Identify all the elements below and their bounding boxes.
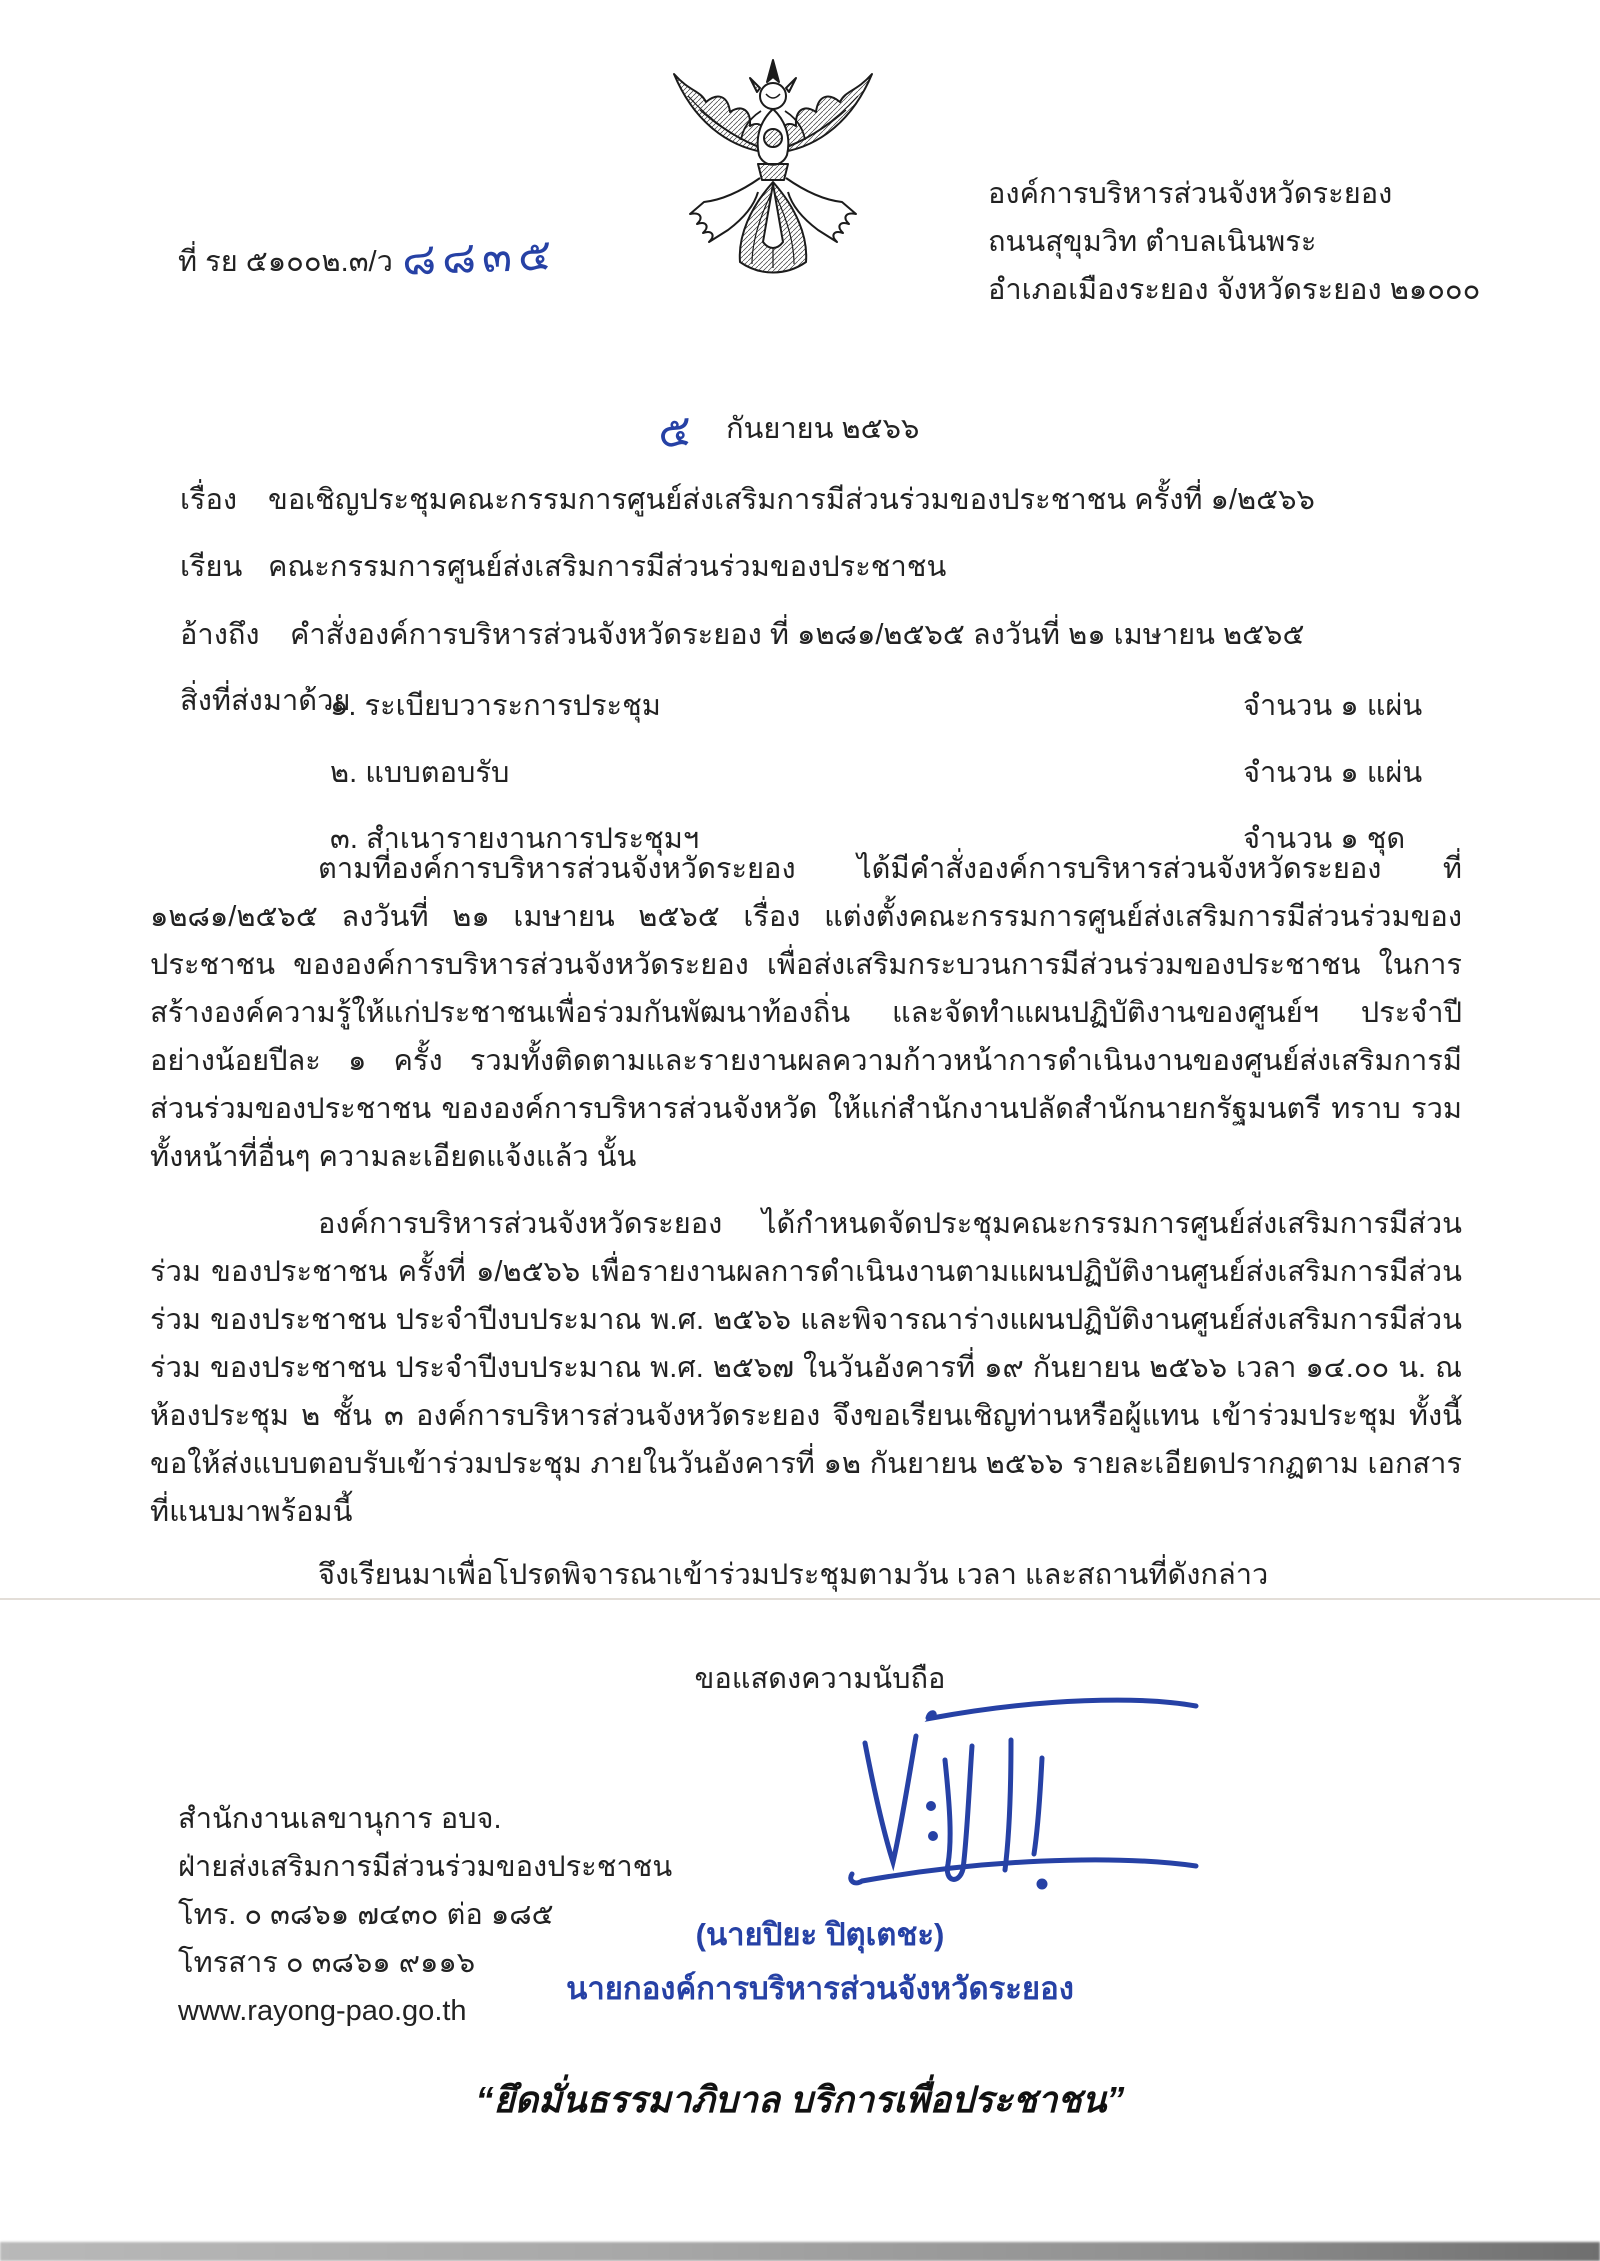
garuda-emblem-icon xyxy=(648,56,898,294)
contact-phone: โทร. ๐ ๓๘๖๑ ๗๔๓๐ ต่อ ๑๘๕ xyxy=(178,1899,554,1931)
body-paragraph-2: องค์การบริหารส่วนจังหวัดระยอง ได้กำหนดจัดประชุมคณะกรรมการศูนย์ส่งเสริมการมีส่วนร่วม ของประชาชน ครั้งที่ ๑/๒๕๖๖ เพื่อรายงานผลการดำเนินงานตามแผนปฏิบัติงานศูนย์ส่งเสริมการมีส่วนร่วม ของประชาชน ประจำปีงบประมาณ พ.ศ. ๒๕๖๖ และพิจารณาร่างแผนปฏิบัติงานศูนย์ส่งเสริมการมีส่วนร่วม ของประชาชน ประจำปีงบประมาณ พ.ศ. ๒๕๖๗ ในวันอังคารที่ ๑๙ กันยายน ๒๕๖๖ เวลา ๑๔.๐๐ น. ณ ห้องประชุม ๒ ชั้น ๓ องค์การบริหารส่วนจังหวัดระยอง จึงขอเรียนเชิญท่านหรือผู้แทน เข้าร่วมประชุม ทั้งนี้ ขอให้ส่งแบบตอบรับเข้าร่วมประชุม ภายในวันอังคารที่ ๑๒ กันยายน ๒๕๖๖ รายละเอียดปรากฏตาม เอกสารที่แนบมาพร้อมนี้ xyxy=(150,1208,1462,1528)
scan-bottom-edge xyxy=(0,2242,1600,2261)
reference-label: อ้างถึง xyxy=(180,619,260,651)
attachment-qty: จำนวน ๑ แผ่น xyxy=(1243,690,1423,722)
to-text: คณะกรรมการศูนย์ส่งเสริมการมีส่วนร่วมของประชาชน xyxy=(268,551,947,583)
attachment-qty: จำนวน ๑ ชุด xyxy=(1243,823,1406,855)
ref-number: ที่ รย ๕๑๐๐๒.๓/ว xyxy=(178,246,393,278)
org-street: ถนนสุขุมวิท ตำบลเนินพระ xyxy=(988,226,1317,258)
contact-fax: โทรสาร ๐ ๓๘๖๑ ๙๑๑๖ xyxy=(178,1947,476,1979)
closing-line: จึงเรียนมาเพื่อโปรดพิจารณาเข้าร่วมประชุมตามวัน เวลา และสถานที่ดังกล่าว xyxy=(318,1559,1269,1591)
date-text: กันยายน ๒๕๖๖ xyxy=(726,413,920,445)
contact-website: www.rayong-pao.go.th xyxy=(178,1995,467,2027)
attachment-item: ๓. สำเนารายงานการประชุมฯ xyxy=(330,823,700,855)
body-paragraph-1: ตามที่องค์การบริหารส่วนจังหวัดระยอง ได้มีคำสั่งองค์การบริหารส่วนจังหวัดระยอง ที่ ๑๒๘๑/๒๕๖๕ ลงวันที่ ๒๑ เมษายน ๒๕๖๕ เรื่อง แต่งตั้งคณะกรรมการศูนย์ส่งเสริมการมีส่วนร่วมของประชาชน ขององค์การบริหารส่วนจังหวัดระยอง เพื่อส่งเสริมกระบวนการมีส่วนร่วมของประชาชน ในการสร้างองค์ความรู้ให้แก่ประชาชนเพื่อร่วมกันพัฒนาท้องถิ่น และจัดทำแผนปฏิบัติงานของศูนย์ฯ ประจำปี อย่างน้อยปีละ ๑ ครั้ง รวมทั้งติดตามและรายงานผลความก้าวหน้าการดำเนินงานของศูนย์ส่งเสริมการมี ส่วนร่วมของประชาชน ขององค์การบริหารส่วนจังหวัด ให้แก่สำนักงานปลัดสำนักนายกรัฐมนตรี ทราบ รวมทั้งหน้าที่อื่นๆ ความละเอียดแจ้งแล้ว นั้น xyxy=(150,853,1462,1173)
contact-office: สำนักงานเลขานุการ อบจ. xyxy=(178,1803,502,1835)
ref-number-handwritten: ๘๘๓๕ xyxy=(401,230,559,285)
subject-label: เรื่อง xyxy=(180,484,238,516)
signer-name: (นายปิยะ ปิตุเตชะ) xyxy=(695,1917,945,1952)
attachments-label: สิ่งที่ส่งมาด้วย xyxy=(180,685,351,717)
attachment-item: ๑. ระเบียบวาระการประชุม xyxy=(330,690,661,722)
scan-artifact-line xyxy=(0,1598,1600,1600)
handwritten-signature xyxy=(680,1688,1200,1900)
date-day-handwritten: ๕ xyxy=(656,405,700,458)
org-city: อำเภอเมืองระยอง จังหวัดระยอง ๒๑๐๐๐ xyxy=(988,274,1481,306)
org-name: องค์การบริหารส่วนจังหวัดระยอง xyxy=(988,178,1393,210)
signer-title: นายกองค์การบริหารส่วนจังหวัดระยอง xyxy=(566,1971,1074,2006)
footer-slogan: “ยึดมั่นธรรมาภิบาล บริการเพื่อประชาชน” xyxy=(475,2079,1125,2120)
attachment-qty: จำนวน ๑ แผ่น xyxy=(1243,757,1423,789)
contact-division: ฝ่ายส่งเสริมการมีส่วนร่วมของประชาชน xyxy=(178,1851,673,1883)
org-address-block xyxy=(988,170,1480,314)
salutation: ขอแสดงความนับถือ xyxy=(694,1663,946,1695)
to-label: เรียน xyxy=(180,551,243,583)
subject-text: ขอเชิญประชุมคณะกรรมการศูนย์ส่งเสริมการมีส่วนร่วมของประชาชน ครั้งที่ ๑/๒๕๖๖ xyxy=(268,484,1315,516)
attachment-item: ๒. แบบตอบรับ xyxy=(330,757,510,789)
reference-text: คำสั่งองค์การบริหารส่วนจังหวัดระยอง ที่ ๑๒๘๑/๒๕๖๕ ลงวันที่ ๒๑ เมษายน ๒๕๖๕ xyxy=(290,619,1305,651)
